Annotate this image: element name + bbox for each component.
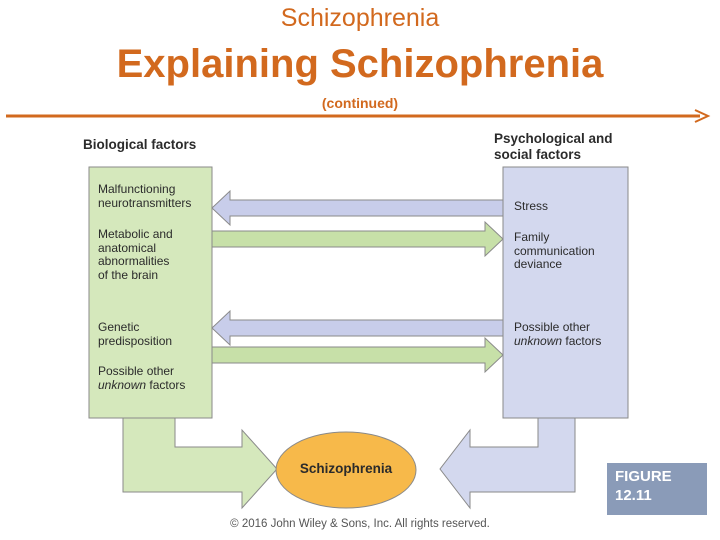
bio-item-line: of the brain [98,267,159,282]
psych-item-line: Family [514,230,550,244]
bio-item-neurotransmitters [98,183,191,210]
figure-number: 12.11 [615,487,652,504]
figure-label: FIGURE [615,468,672,485]
unknown-emphasis: unknown [98,377,147,392]
schizophrenia-label: Schizophrenia [299,461,393,476]
psychological-factors-heading [494,131,613,163]
psych-item-line: Possible other [514,320,591,334]
unknown-emphasis: unknown [514,333,563,348]
bio-item-line: Malfunctioning [98,182,176,196]
biological-factors-heading: Biological factors [83,137,197,152]
arrow-left-1 [212,191,503,225]
slide-subtitle: Schizophrenia [280,4,440,32]
psych-heading-line1: Psychological and [494,131,613,146]
arrow-right-1 [212,222,503,256]
bio-item-line: Possible other [98,364,175,378]
psych-item-unknown [514,321,601,348]
arrow-right-2 [212,338,503,372]
copyright-notice: © 2016 John Wiley & Sons, Inc. All rights reserved. [230,518,490,530]
psych-item-line: communication [514,243,595,258]
slide-title: Explaining Schizophrenia [116,42,604,86]
figure-badge [607,463,707,515]
psych-item-line: deviance [514,257,563,271]
continued-label: (continued) [321,95,399,111]
bio-item-line: abnormalities [98,254,170,268]
psych-heading-line2: social factors [494,147,582,162]
arrow-psych-to-center [440,418,575,508]
psych-item-stress [514,200,548,214]
arrow-left-2 [212,311,503,345]
arrow-bio-to-center [123,418,277,508]
bio-item-line: unknown factors [98,377,186,392]
bio-item-line: anatomical [98,240,157,255]
divider-arrow [6,110,708,122]
bio-item-line: predisposition [98,333,173,348]
bio-item-line: Metabolic and [98,227,173,241]
bio-item-brain-abnormalities [98,228,173,282]
psych-item-line: Stress [514,199,549,213]
bio-item-genetic [98,321,172,348]
psych-item-family-communication [514,231,595,272]
bio-item-unknown [98,365,185,392]
bio-item-line: Genetic [98,320,140,334]
psych-item-line: unknown factors [514,333,602,348]
bio-item-line: neurotransmitters [98,195,192,210]
